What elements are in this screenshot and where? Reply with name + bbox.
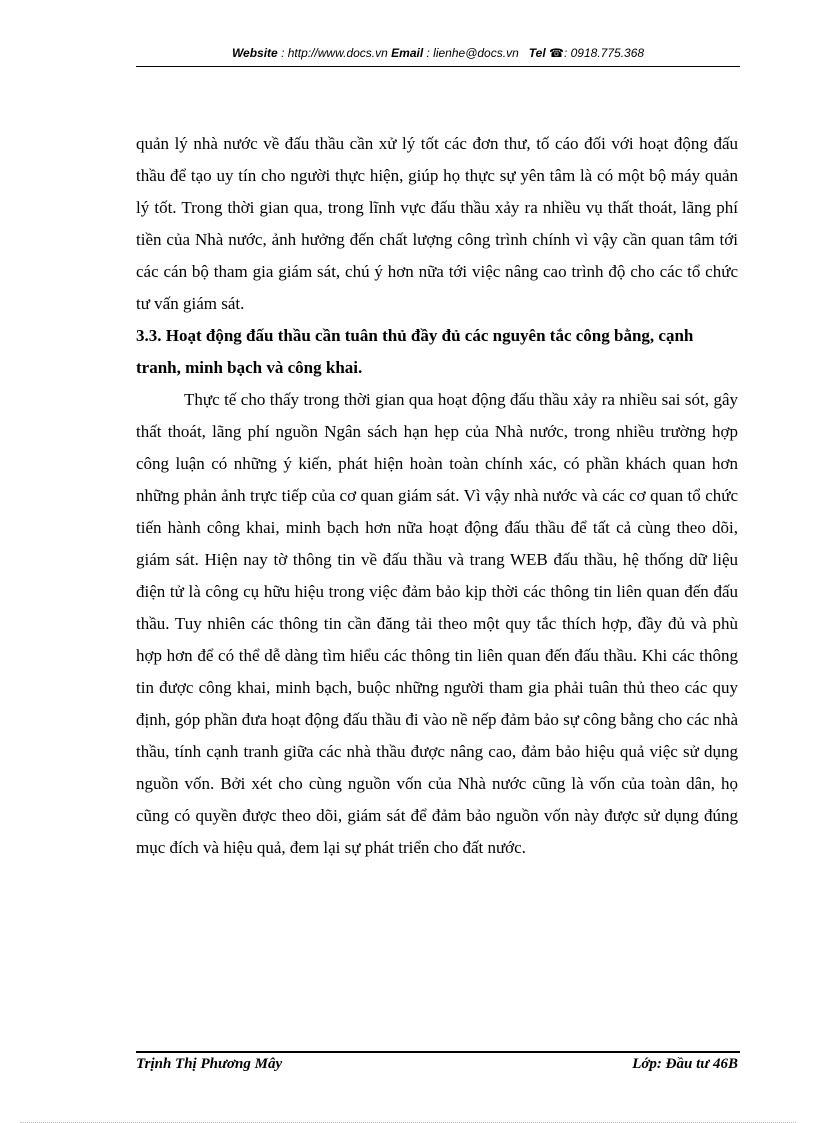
page-header: [136, 46, 740, 60]
phone-icon: ☎: [549, 46, 564, 60]
document-body: [136, 128, 738, 864]
website-label: Website: [231, 46, 278, 60]
paragraph-1: quản lý nhà nước về đấu thầu cần xử lý tốt các đơn thư, tố cáo đối với hoạt động đấu thầu để tạo uy tín cho người thực hiện, giúp họ thực sự yên tâm là có một bộ máy quản lý tốt. Trong thời gian qua, trong lĩnh vực đấu thầu xảy ra nhiều vụ thất thoát, lãng phí tiền của Nhà nước, ảnh hưởng đến chất lượng công trình chính vì vậy cần quan tâm tới các cán bộ tham gia giám sát, chú ý hơn nữa tới việc nâng cao trình độ cho các tổ chức tư vấn giám sát.: [136, 134, 738, 313]
header-divider: [136, 66, 740, 67]
footer-author: Trịnh Thị Phương Mây: [136, 1056, 283, 1072]
footer-divider: [136, 1051, 740, 1053]
website-sep: :: [277, 46, 288, 60]
tel-label: Tel: [528, 46, 546, 60]
email-label: Email: [391, 46, 424, 60]
email-sep: :: [423, 46, 434, 60]
tel-value: : 0918.775.368: [563, 46, 645, 60]
section-heading: 3.3. Hoạt động đấu thầu cần tuân thủ đầy đủ các nguyên tắc công bằng, cạnh tranh, minh bạch và công khai.: [136, 326, 694, 377]
website-link[interactable]: http://www.docs.vn: [287, 46, 388, 60]
paragraph-2: Thực tế cho thấy trong thời gian qua hoạt động đấu thầu xảy ra nhiều sai sót, gây thất thoát, lãng phí nguồn Ngân sách hạn hẹp của Nhà nước, trong nhiều trường hợp công luận có những ý kiến, phát hiện hoàn toàn chính xác, có phần khách quan hơn những phản ảnh trực tiếp của cơ quan giám sát. Vì vậy nhà nước và các cơ quan tổ chức tiến hành công khai, minh bạch hơn nữa hoạt động đấu thầu để tất cả cùng theo dõi, giám sát. Hiện nay tờ thông tin về đấu thầu và trang WEB đấu thầu, hệ thống dữ liệu điện tử là công cụ hữu hiệu trong việc đảm bảo kịp thời các thông tin liên quan đến đấu thầu. Tuy nhiên các thông tin cần đăng tải theo một quy tắc thích hợp, đầy đủ và phù hợp hơn để có thể dễ dàng tìm hiểu các thông tin liên quan đến đấu thầu. Khi các thông tin được công khai, minh bạch, buộc những người tham gia phải tuân thủ theo các quy định, góp phần đưa hoạt động đấu thầu đi vào nề nếp đảm bảo sự công bằng cho các nhà thầu, tính cạnh tranh giữa các nhà thầu được nâng cao, đảm bảo hiệu quả việc sử dụng nguồn vốn. Bởi xét cho cùng nguồn vốn của Nhà nước cũng là vốn của toàn dân, họ cũng có quyền được theo dõi, giám sát để đảm bảo nguồn vốn này được sử dụng đúng mục đích và hiệu quả, đem lại sự phát triển cho đất nước.: [136, 390, 738, 857]
footer-class: Lớp: Đầu tư 46B: [632, 1056, 738, 1072]
email-link[interactable]: lienhe@docs.vn: [433, 46, 519, 60]
